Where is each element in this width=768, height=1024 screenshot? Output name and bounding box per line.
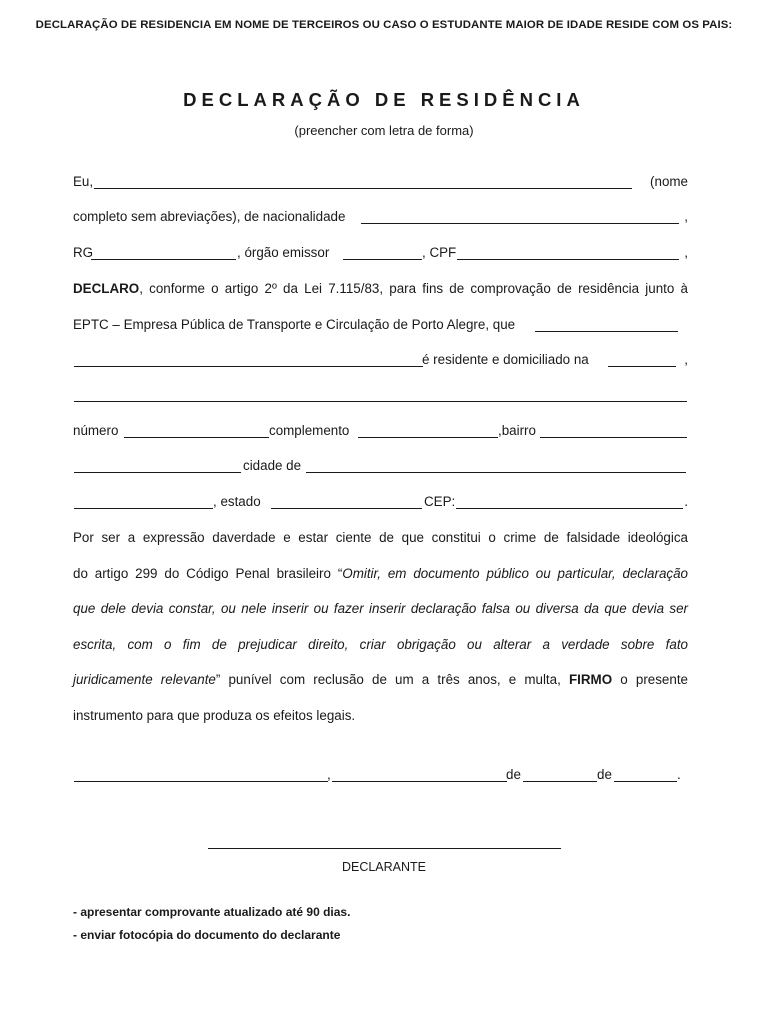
estado-label: , estado	[213, 494, 261, 509]
name-blank[interactable]	[94, 188, 632, 189]
cpf-blank[interactable]	[457, 259, 679, 260]
nationality-blank[interactable]	[361, 223, 679, 224]
day-blank[interactable]	[332, 781, 507, 782]
body-line-3: que dele devia constar, ou nele inserir ou fazer inserir declaração falsa ou diversa da que devia ser	[73, 601, 688, 616]
document-subtitle: (preencher com letra de forma)	[294, 123, 474, 138]
year-blank[interactable]	[614, 781, 677, 782]
complemento-blank[interactable]	[358, 437, 498, 438]
body-line-6: instrumento para que produza os efeitos legais.	[73, 708, 356, 723]
month-blank[interactable]	[523, 781, 597, 782]
cpf-label: , CPF	[422, 245, 457, 260]
body-line-1: Por ser a expressão daverdade e estar ciente de que constitui o crime de falsidade ideológica	[73, 530, 688, 545]
header-note: DECLARAÇÃO DE RESIDENCIA EM NOME DE TERCEIROS OU CASO O ESTUDANTE MAIOR DE IDADE RESIDE COM OS PAIS:	[35, 19, 733, 31]
cidade-blank[interactable]	[306, 472, 686, 473]
nacionalidade-label: completo sem abreviações), de nacionalidade	[73, 209, 346, 224]
declarante-label: DECLARANTE	[341, 860, 427, 874]
body-line-2: do artigo 299 do Código Penal brasileiro “Omitir, em documento público ou particular, declaração	[73, 566, 689, 581]
nome-tail: (nome	[650, 174, 688, 189]
eu-label: Eu,	[73, 174, 94, 189]
body-line-5: juridicamente relevante” punível com reclusão de um a três anos, e multa, FIRMO o presente	[73, 672, 688, 687]
body-line-4: escrita, com o fim de prejudicar direito, criar obrigação ou alterar a verdade sobre fato	[73, 637, 688, 652]
numero-label: número	[73, 423, 119, 438]
signature-line[interactable]	[208, 848, 561, 849]
bairro-label: ,bairro	[498, 423, 536, 438]
footer-note-2: - enviar fotocópia do documento do declarante	[73, 928, 341, 942]
pre-estado-blank[interactable]	[74, 508, 213, 509]
declaro-text: , conforme o artigo 2º da Lei 7.115/83, para fins de comprovação de residência junto à	[139, 281, 688, 296]
rg-label: RG	[73, 245, 94, 260]
bairro-blank[interactable]	[540, 437, 687, 438]
street-blank[interactable]	[608, 366, 676, 367]
place-blank[interactable]	[74, 781, 328, 782]
orgao-label: , órgão emissor	[237, 245, 330, 260]
cep-blank[interactable]	[456, 508, 683, 509]
complemento-label: complemento	[269, 423, 350, 438]
cidade-label: cidade de	[243, 458, 302, 473]
cep-label: CEP:	[424, 494, 456, 509]
document-title: DECLARAÇÃO DE RESIDÊNCIA	[183, 89, 585, 110]
declaro-line	[73, 280, 688, 298]
estado-blank[interactable]	[271, 508, 422, 509]
footer-note-1: - apresentar comprovante atualizado até 90 dias.	[73, 905, 351, 919]
que-blank[interactable]	[535, 331, 678, 332]
pre-cidade-blank[interactable]	[74, 472, 241, 473]
orgao-blank[interactable]	[343, 259, 422, 260]
numero-blank[interactable]	[124, 437, 269, 438]
eptc-text: EPTC – Empresa Pública de Transporte e Circulação de Porto Alegre, que	[73, 317, 516, 332]
residente-text: é residente e domiciliado na	[422, 352, 589, 367]
declaro-bold: DECLARO	[73, 281, 140, 296]
rg-blank[interactable]	[91, 259, 236, 260]
address-blank[interactable]	[74, 401, 687, 402]
residente-name-blank[interactable]	[74, 366, 423, 367]
